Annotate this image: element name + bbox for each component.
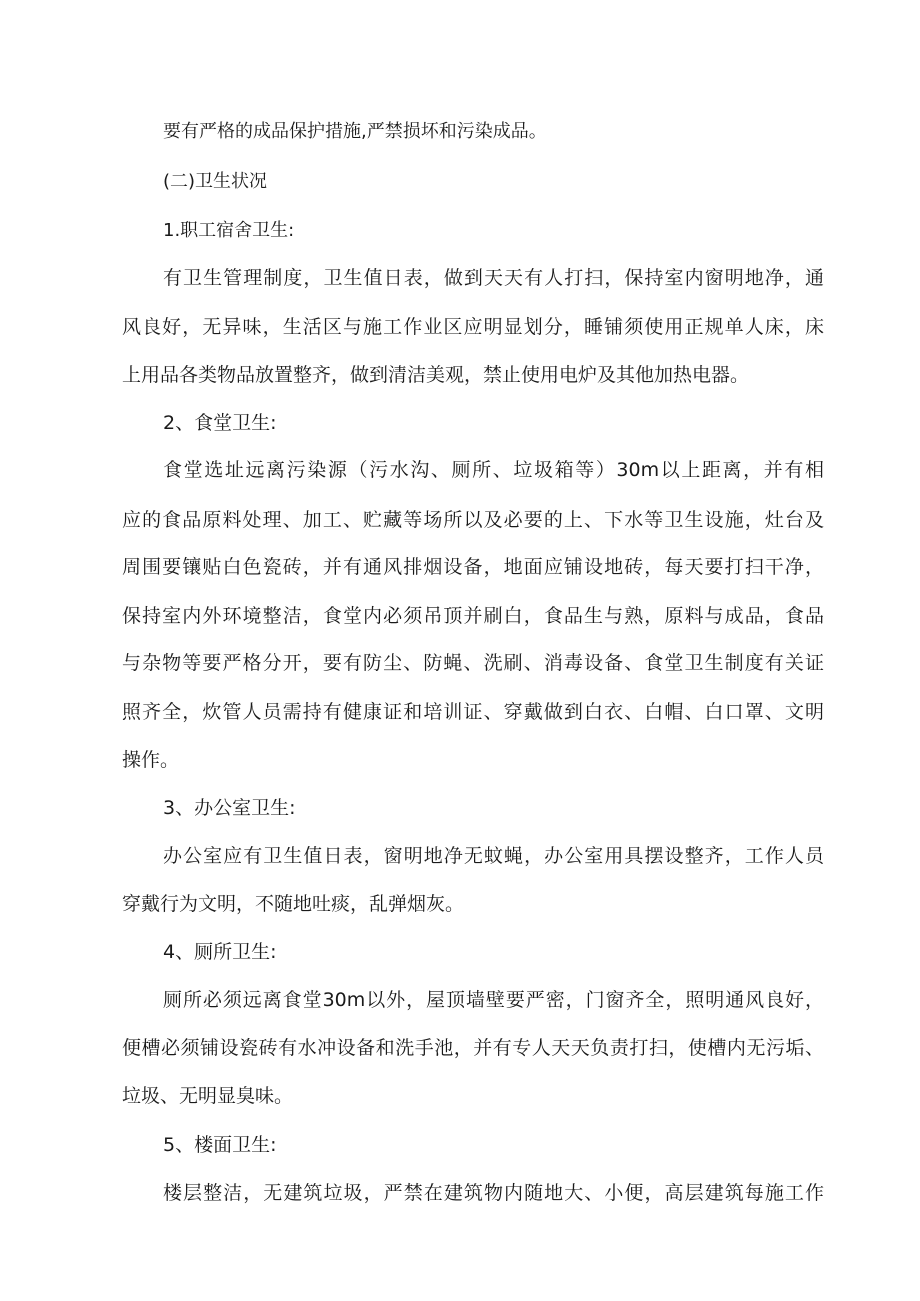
item2-title: 2、食堂卫生:	[163, 412, 277, 434]
item3-title: 3、办公室卫生:	[163, 797, 296, 819]
item1-line: 有卫生管理制度，卫生值日表，做到天天有人打扫，保持室内窗明地净，通	[163, 267, 824, 289]
item4-line: 厕所必须远离食堂30m以外，屋顶墙壁要严密，门窗齐全，照明通风良好，	[163, 989, 824, 1011]
section-title: (二)卫生状况	[163, 171, 268, 192]
item2-line: 保持室内外环境整洁，食堂内必须吊顶并刷白，食品生与熟，原料与成品，食品	[122, 605, 824, 627]
item2-line: 食堂选址远离污染源（污水沟、厕所、垃圾箱等）30m以上距离，并有相	[163, 459, 824, 481]
item4-line: 垃圾、无明显臭味。	[122, 1085, 294, 1107]
item3-line: 穿戴行为文明，不随地吐痰，乱弹烟灰。	[122, 893, 465, 915]
item1-line: 风良好，无异味，生活区与施工作业区应明显划分，睡铺须使用正规单人床，床	[122, 316, 824, 338]
item2-line: 操作。	[122, 749, 180, 771]
item2-line: 与杂物等要严格分开，要有防尘、防蝇、洗刷、消毒设备、食堂卫生制度有关证	[122, 652, 824, 674]
item2-line: 应的食品原料处理、加工、贮藏等场所以及必要的上、下水等卫生设施，灶台及	[122, 509, 824, 531]
item4-line: 便槽必须铺设瓷砖有水冲设备和洗手池，并有专人天天负责打扫，使槽内无污垢、	[122, 1037, 824, 1059]
item4-title: 4、厕所卫生:	[163, 941, 277, 963]
item1-line: 上用品各类物品放置整齐，做到清洁美观，禁止使用电炉及其他加热电器。	[122, 364, 750, 386]
item5-line: 楼层整洁，无建筑垃圾，严禁在建筑物内随地大、小便，高层建筑每施工作	[163, 1182, 824, 1204]
item2-line: 周围要镶贴白色瓷砖，并有通风排烟设备，地面应铺设地砖，每天要打扫干净，	[122, 556, 824, 578]
item1-title: 1.职工宿舍卫生:	[163, 220, 295, 241]
item5-title: 5、楼面卫生:	[163, 1134, 277, 1156]
item3-line: 办公室应有卫生值日表，窗明地净无蚊蝇，办公室用具摆设整齐，工作人员	[163, 845, 824, 867]
paragraph-protection: 要有严格的成品保护措施,严禁损坏和污染成品。	[163, 121, 547, 142]
item2-line: 照齐全，炊管人员需持有健康证和培训证、穿戴做到白衣、白帽、白口罩、文明	[122, 701, 824, 723]
